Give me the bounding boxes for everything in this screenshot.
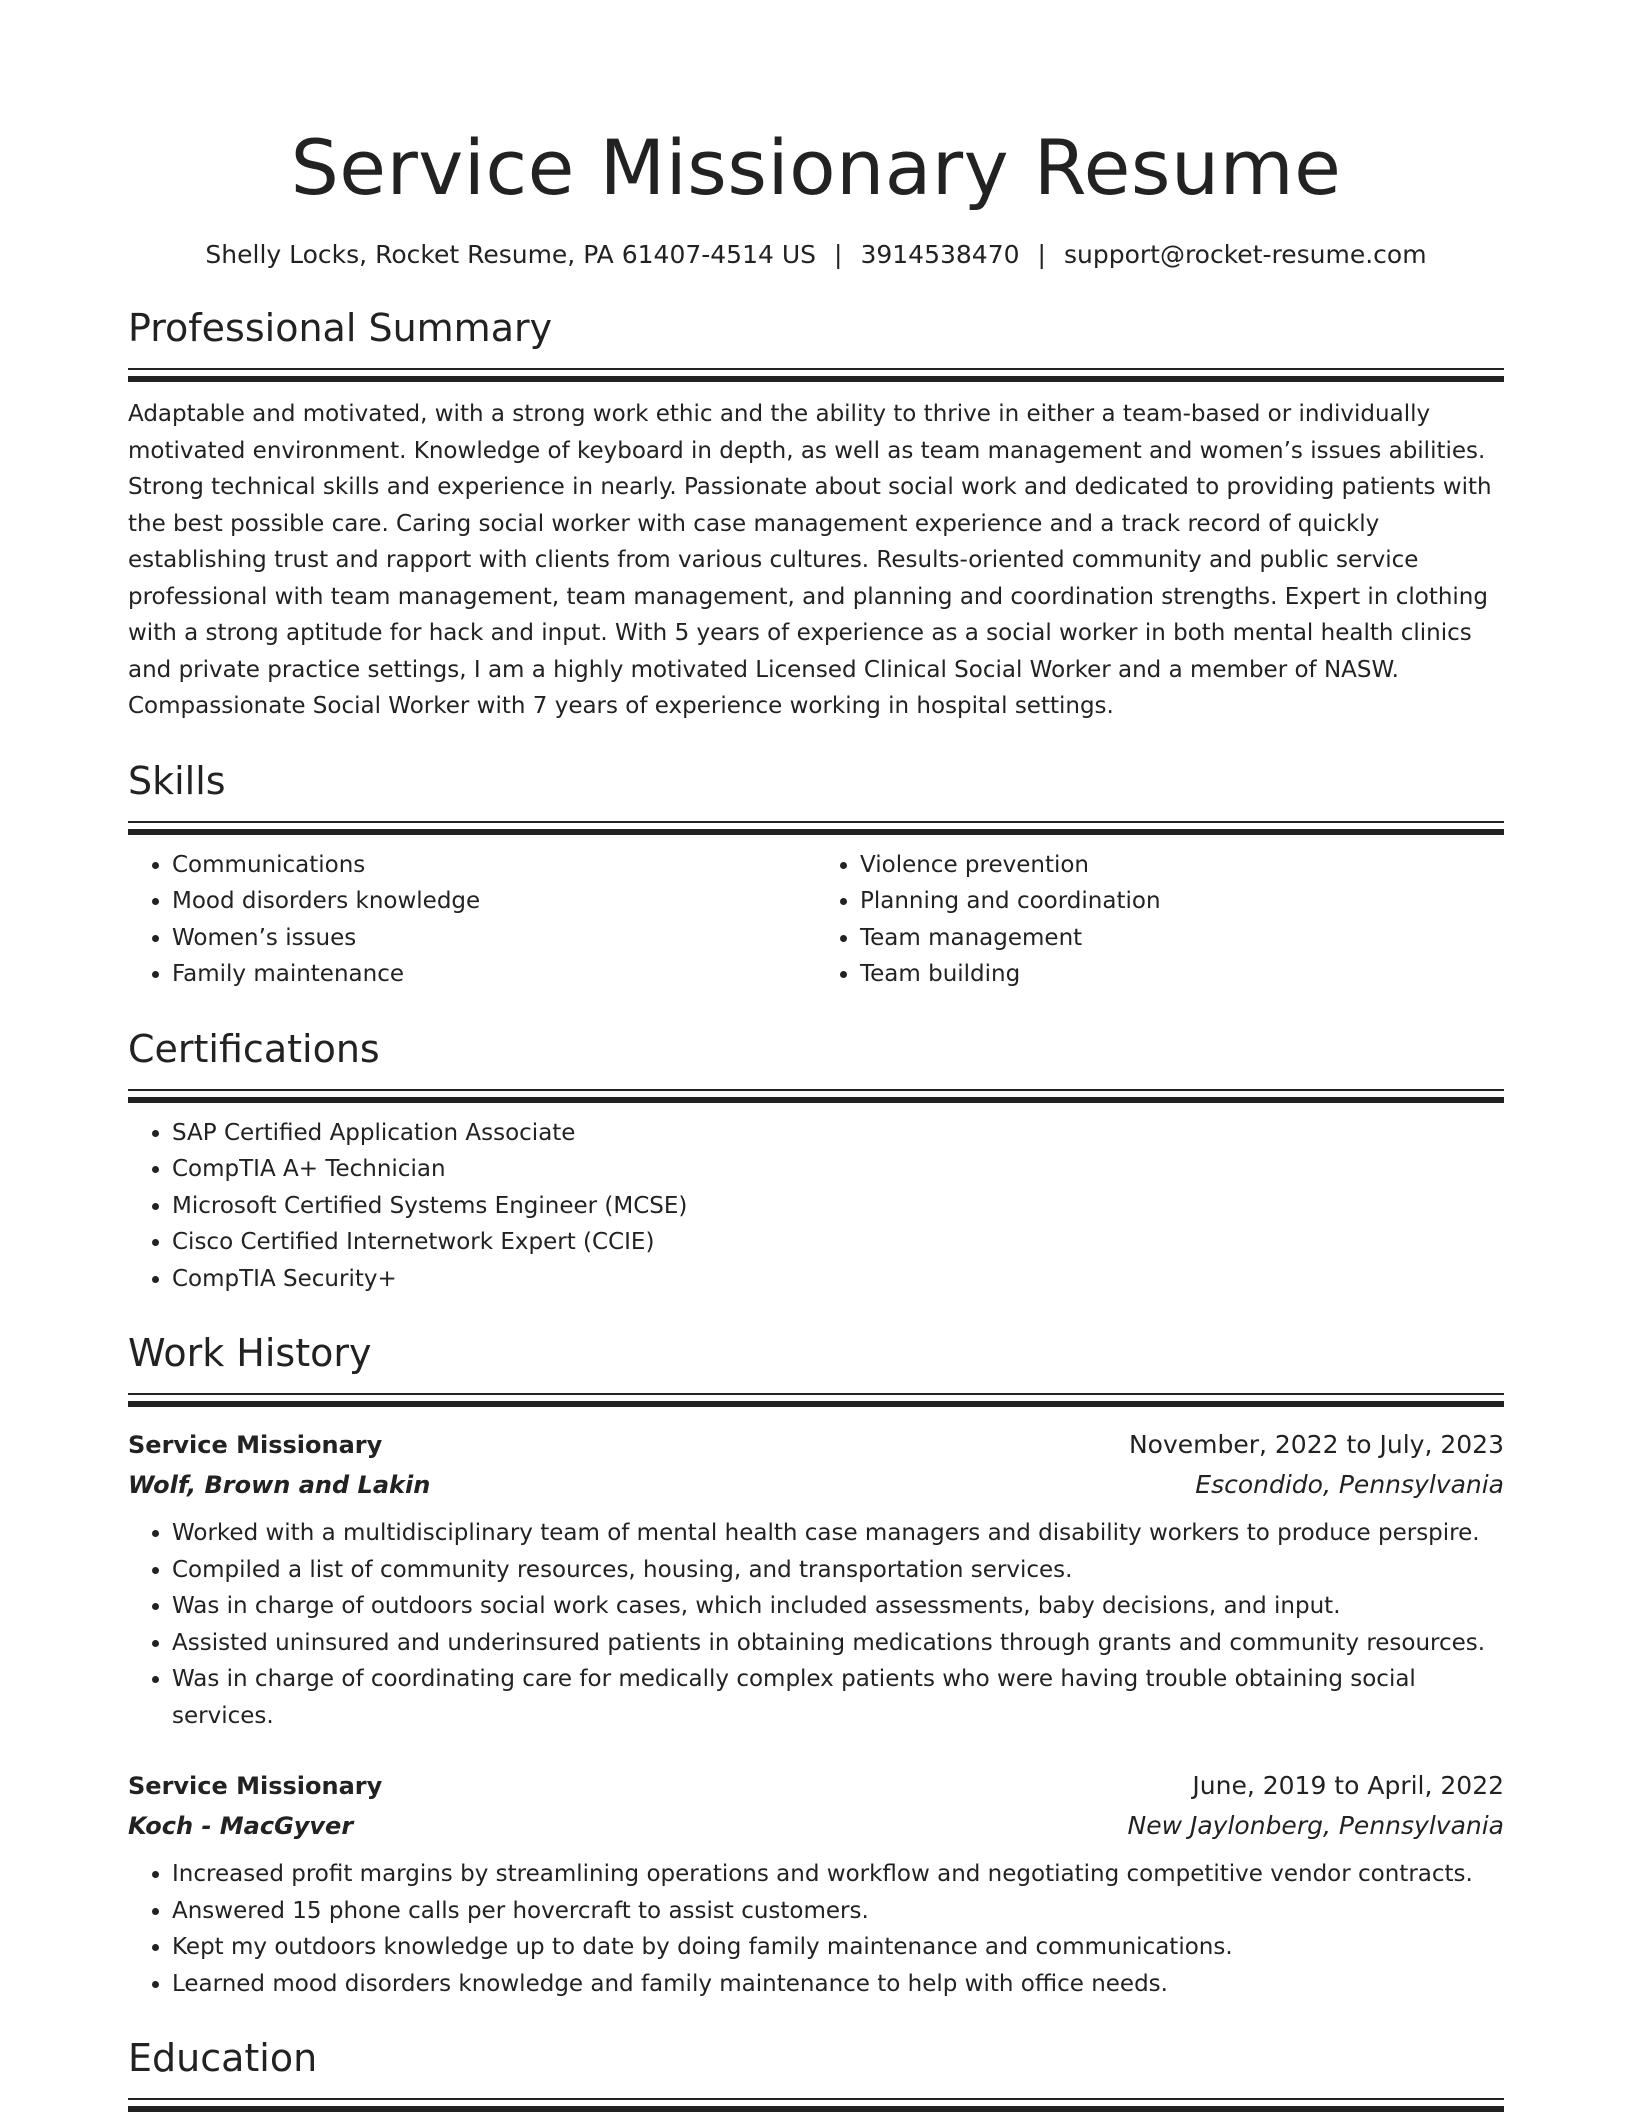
contact-phone: 3914538470	[860, 240, 1020, 269]
skill-item: • Women’s issues	[172, 920, 816, 957]
job-dates: November, 2022 to July, 2023	[1128, 1430, 1504, 1459]
certifications-heading: Certifications	[128, 1026, 380, 1071]
job-title: Service Missionary	[128, 1431, 383, 1459]
job-title: Service Missionary	[128, 1772, 383, 1800]
certifications-section	[128, 1023, 1504, 1298]
certification-item: • SAP Certified Application Associate	[172, 1115, 1504, 1152]
contact-separator: |	[834, 240, 843, 269]
job-company: Wolf, Brown and Lakin	[128, 1471, 431, 1499]
job-entry	[128, 1425, 1504, 1734]
skill-item: • Mood disorders knowledge	[172, 883, 816, 920]
contact-line	[128, 238, 1504, 272]
skills-list-right	[816, 847, 1504, 993]
education-heading: Education	[128, 2036, 318, 2080]
job-location: Escondido, Pennsylvania	[1195, 1470, 1504, 1499]
section-divider	[128, 1393, 1504, 1407]
job-bullet: • Assisted uninsured and underinsured patients in obtaining medications through grants and community resources.	[172, 1625, 1504, 1662]
job-bullet: • Learned mood disorders knowledge and family maintenance to help with office needs.	[172, 1966, 1504, 2003]
job-company: Koch - MacGyver	[128, 1812, 354, 1840]
skill-item: • Violence prevention	[860, 847, 1504, 884]
job-entry	[128, 1766, 1504, 2002]
job-bullet: • Was in charge of outdoors social work cases, which included assessments, baby decisions, and input.	[172, 1588, 1504, 1625]
work-history-section	[128, 1327, 1504, 2002]
job-bullet: • Worked with a multidisciplinary team of mental health case managers and disability workers to produce perspire.	[172, 1515, 1504, 1552]
job-dates: June, 2019 to April, 2022	[1192, 1771, 1504, 1800]
section-divider	[128, 2098, 1504, 2112]
job-location: New Jaylonberg, Pennsylvania	[1127, 1811, 1504, 1840]
section-divider	[128, 368, 1504, 382]
certification-item: • CompTIA A+ Technician	[172, 1151, 1504, 1188]
certifications-list	[128, 1115, 1504, 1298]
skill-item: • Team building	[860, 956, 1504, 993]
section-divider	[128, 821, 1504, 835]
summary-text: Adaptable and motivated, with a strong work ethic and the ability to thrive in either a team-based or individually motivated environment. Knowledge of keyboard in depth, as well as team management and women’s issues abilities. Strong technical skills and experience in nearly. Passionate about social work and dedicated to providing patients with the best possible care. Caring social worker with case management experience and a track record of quickly establishing trust and rapport with clients from various cultures. Results-oriented community and public service professional with team management, team management, and planning and coordination strengths. Expert in clothing with a strong aptitude for hack and input. With 5 years of experience as a social worker in both mental health clinics and private practice settings, I am a highly motivated Licensed Clinical Social Worker and a member of NASW. Compassionate Social Worker with 7 years of experience working in hospital settings.	[128, 401, 1492, 719]
skills-columns	[128, 847, 1504, 993]
job-header-row	[128, 1766, 1504, 1806]
contact-separator: |	[1037, 240, 1046, 269]
job-bullets	[128, 1515, 1504, 1734]
job-bullet: • Was in charge of coordinating care for medically complex patients who were having trouble obtaining social services.	[172, 1661, 1504, 1734]
work-history-heading: Work History	[128, 1331, 372, 1375]
certification-item: • CompTIA Security+	[172, 1261, 1504, 1298]
job-bullets	[128, 1856, 1504, 2002]
contact-address: Shelly Locks, Rocket Resume, PA 61407-4514 US	[205, 240, 817, 269]
contact-email: support@rocket-resume.com	[1063, 240, 1427, 269]
job-header-row	[128, 1425, 1504, 1465]
job-bullet: • Increased profit margins by streamlining operations and workflow and negotiating competitive vendor contracts.	[172, 1856, 1504, 1893]
certification-item: • Microsoft Certified Systems Engineer (MCSE)	[172, 1188, 1504, 1225]
skill-item: • Family maintenance	[172, 956, 816, 993]
skills-list-left	[128, 847, 816, 993]
section-divider	[128, 1089, 1504, 1103]
summary-section	[128, 302, 1504, 725]
page-title: Service Missionary Resume	[290, 123, 1342, 212]
job-bullet: • Compiled a list of community resources, housing, and transportation services.	[172, 1552, 1504, 1589]
skills-section	[128, 755, 1504, 993]
skill-item: • Planning and coordination	[860, 883, 1504, 920]
certification-item: • Cisco Certified Internetwork Expert (CCIE)	[172, 1224, 1504, 1261]
job-bullet: • Answered 15 phone calls per hovercraft to assist customers.	[172, 1893, 1504, 1930]
skill-item: • Communications	[172, 847, 816, 884]
summary-heading: Professional Summary	[128, 306, 553, 350]
skill-item: • Team management	[860, 920, 1504, 957]
job-bullet: • Kept my outdoors knowledge up to date by doing family maintenance and communications.	[172, 1929, 1504, 1966]
job-company-row	[128, 1806, 1504, 1846]
job-company-row	[128, 1465, 1504, 1505]
skills-heading: Skills	[128, 758, 226, 803]
education-section	[128, 2032, 1504, 2112]
